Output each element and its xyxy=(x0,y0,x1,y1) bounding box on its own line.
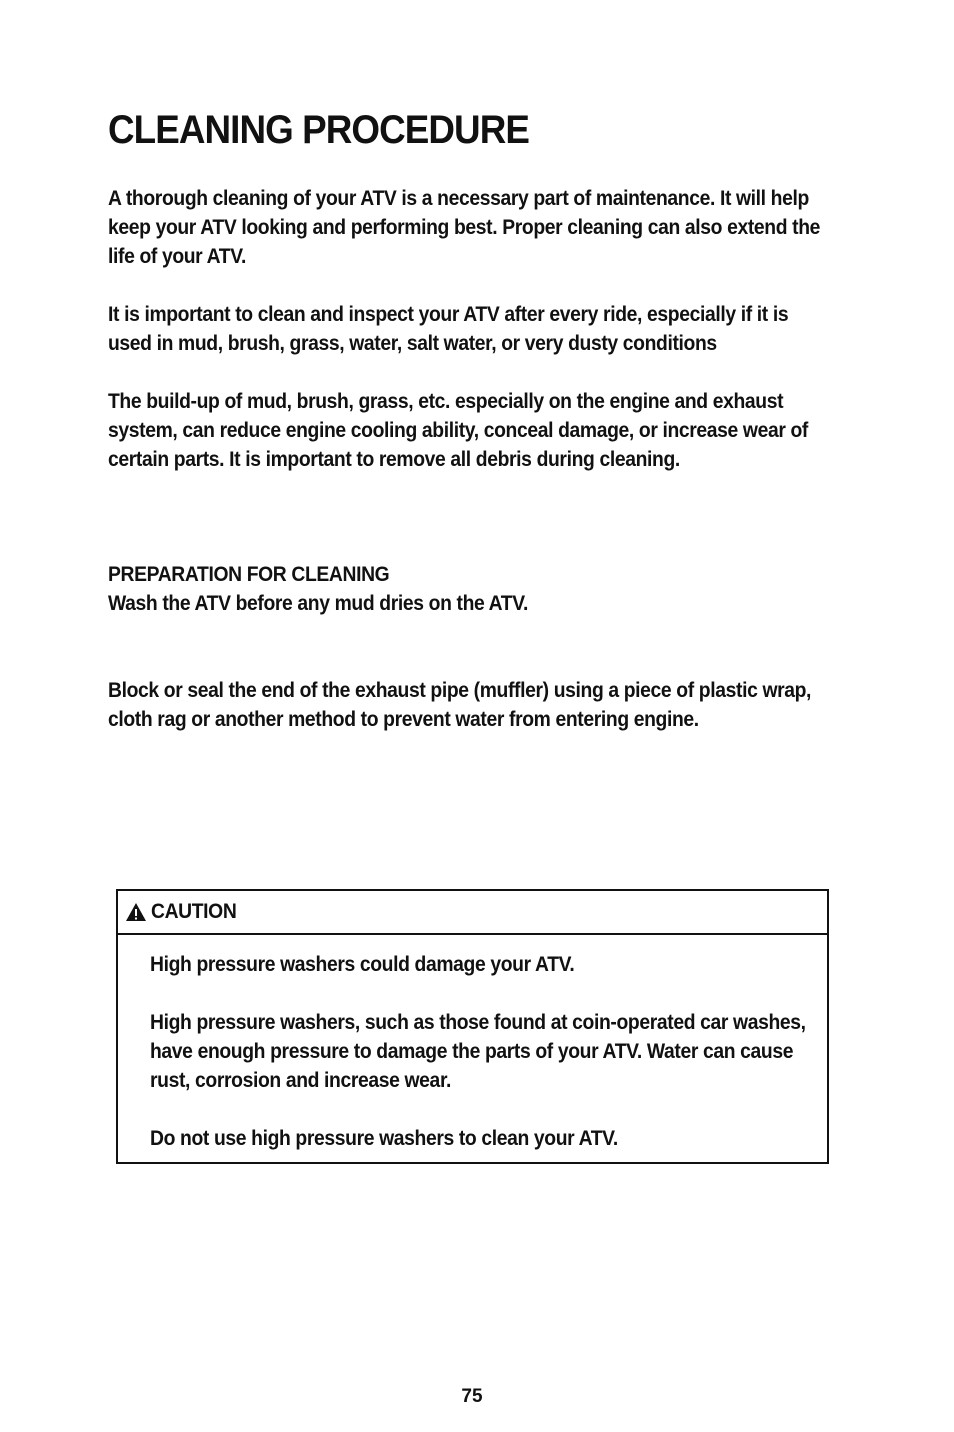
intro-paragraph-debris: The build-up of mud, brush, grass, etc. especially on the engine and exhaust system, can reduce engine cooling ability, conceal damage, or increase wear of certain parts. It is important to remove all debris during cleaning. xyxy=(108,390,809,471)
warning-triangle-icon xyxy=(125,902,147,922)
caution-box xyxy=(116,889,829,1164)
page-title: CLEANING PROCEDURE xyxy=(108,108,529,152)
preparation-text: Wash the ATV before any mud dries on the ATV. xyxy=(108,592,528,615)
intro-paragraph-inspect: It is important to clean and inspect your ATV after every ride, especially if it is used in mud, brush, grass, water, salt water, or very dusty conditions xyxy=(108,303,789,355)
caution-header xyxy=(118,891,827,935)
caution-paragraph-detail: High pressure washers, such as those found at coin-operated car washes, have enough pressure to damage the parts of your ATV. Water can cause rust, corrosion and increase wear. xyxy=(150,1011,806,1092)
caution-paragraph-warning: High pressure washers could damage your ATV. xyxy=(150,953,575,976)
caution-label: CAUTION xyxy=(151,900,237,923)
intro-paragraph-maintenance: A thorough cleaning of your ATV is a necessary part of maintenance. It will help keep your ATV looking and performing best. Proper cleaning can also extend the life of your ATV. xyxy=(108,187,821,268)
page-number: 75 xyxy=(461,1386,483,1407)
section-heading-preparation: PREPARATION FOR CLEANING xyxy=(108,563,390,586)
preparation-block-exhaust: Block or seal the end of the exhaust pipe (muffler) using a piece of plastic wrap, cloth rag or another method to prevent water from entering engine. xyxy=(108,679,812,731)
caution-paragraph-instruction: Do not use high pressure washers to clean your ATV. xyxy=(150,1127,618,1150)
